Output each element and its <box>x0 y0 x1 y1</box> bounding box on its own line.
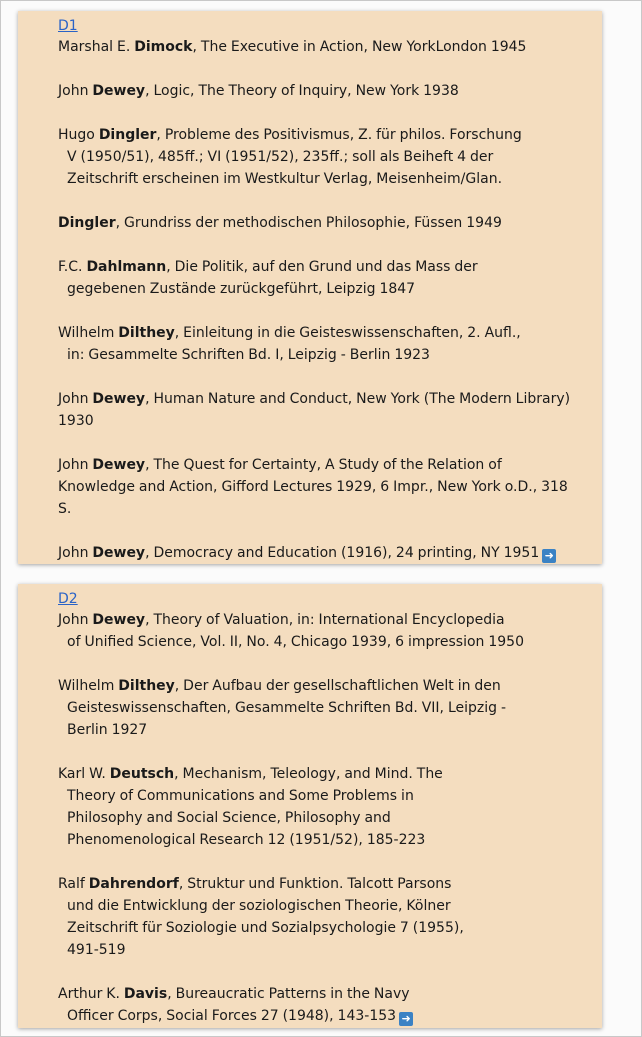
bibliography-entry: Ralf Dahrendorf, Struktur und Funktion. Talcott Parsons und die Entwicklung der soziologischen Theorie, Kölner Zeitschrift für Soziologie und Sozialpsychologie 7 (1955), 491-519 <box>58 876 464 958</box>
author-surname: Dewey <box>92 612 146 628</box>
author-surname: Dewey <box>92 391 146 407</box>
author-surname: Dilthey <box>118 325 175 341</box>
card-d1 <box>18 11 602 564</box>
bibliography-entry: F.C. Dahlmann, Die Politik, auf den Grund und das Mass der gegebenen Zustände zurückgeführt, Leipzig 1847 <box>58 259 478 297</box>
author-surname: Dahrendorf <box>88 876 179 892</box>
author-surname: Dimock <box>134 39 193 55</box>
bibliography-entry: Wilhelm Dilthey, Der Aufbau der gesellschaftlichen Welt in den Geisteswissenschaften, Gesammelte Schriften Bd. VII, Leipzig - Berlin 1927 <box>58 678 507 738</box>
author-surname: Dewey <box>92 545 146 561</box>
author-surname: Dingler <box>58 215 116 231</box>
bibliography-entry: John Dewey, The Quest for Certainty, A Study of the Relation of Knowledge and Action, Gifford Lectures 1929, 6 Impr., New York o.D., 318 S. <box>58 457 568 517</box>
card-d2 <box>18 584 602 1028</box>
bibliography-entry: Karl W. Deutsch, Mechanism, Teleology, and Mind. The Theory of Communications and Some Problems in Philosophy and Social Science, Philosophy and Phenomenological Research 12 (1951/52), 185-223 <box>58 766 443 848</box>
bibliography-entry: Marshal E. Dimock, The Executive in Action, New YorkLondon 1945 <box>58 39 527 55</box>
author-surname: Dewey <box>92 83 146 99</box>
bibliography-entry: John Dewey, Theory of Valuation, in: International Encyclopedia of Unified Science, Vol. II, No. 4, Chicago 1939, 6 impression 1950 <box>58 612 524 650</box>
author-surname: Dewey <box>92 457 146 473</box>
card-label-link[interactable]: D2 <box>58 591 78 607</box>
bibliography-entry: John Dewey, Democracy and Education (1916), 24 printing, NY 1951 ➜ <box>58 542 592 564</box>
bibliography-entry: Hugo Dingler, Probleme des Positivismus, Z. für philos. Forschung V (1950/51), 485ff.; VI (1951/52), 235ff.; soll als Beiheft 4 der Zeitschrift erscheinen im Westkultur Verlag, Meisenheim/Glan. <box>58 127 522 187</box>
bibliography-entry: Arthur K. Davis, Bureaucratic Patterns in the Navy Officer Corps, Social Forces 27 (1948), 143-153 ➜ <box>58 983 592 1027</box>
author-surname: Dahlmann <box>86 259 167 275</box>
bibliography-entry: Wilhelm Dilthey, Einleitung in die Geisteswissenschaften, 2. Aufl., in: Gesammelte Schriften Bd. I, Leipzig - Berlin 1923 <box>58 325 521 363</box>
author-surname: Davis <box>123 986 168 1002</box>
author-surname: Dilthey <box>118 678 175 694</box>
author-surname: Dingler <box>98 127 157 143</box>
bibliography-entry: John Dewey, Human Nature and Conduct, New York (The Modern Library) 1930 <box>58 391 571 429</box>
card-label-link[interactable]: D1 <box>58 18 78 34</box>
author-surname: Deutsch <box>109 766 175 782</box>
arrow-right-icon[interactable]: ➜ <box>399 1012 413 1026</box>
arrow-right-icon[interactable]: ➜ <box>542 549 556 563</box>
bibliography-entry: John Dewey, Logic, The Theory of Inquiry, New York 1938 <box>58 83 459 99</box>
bibliography-entry: Dingler, Grundriss der methodischen Philosophie, Füssen 1949 <box>58 215 502 231</box>
